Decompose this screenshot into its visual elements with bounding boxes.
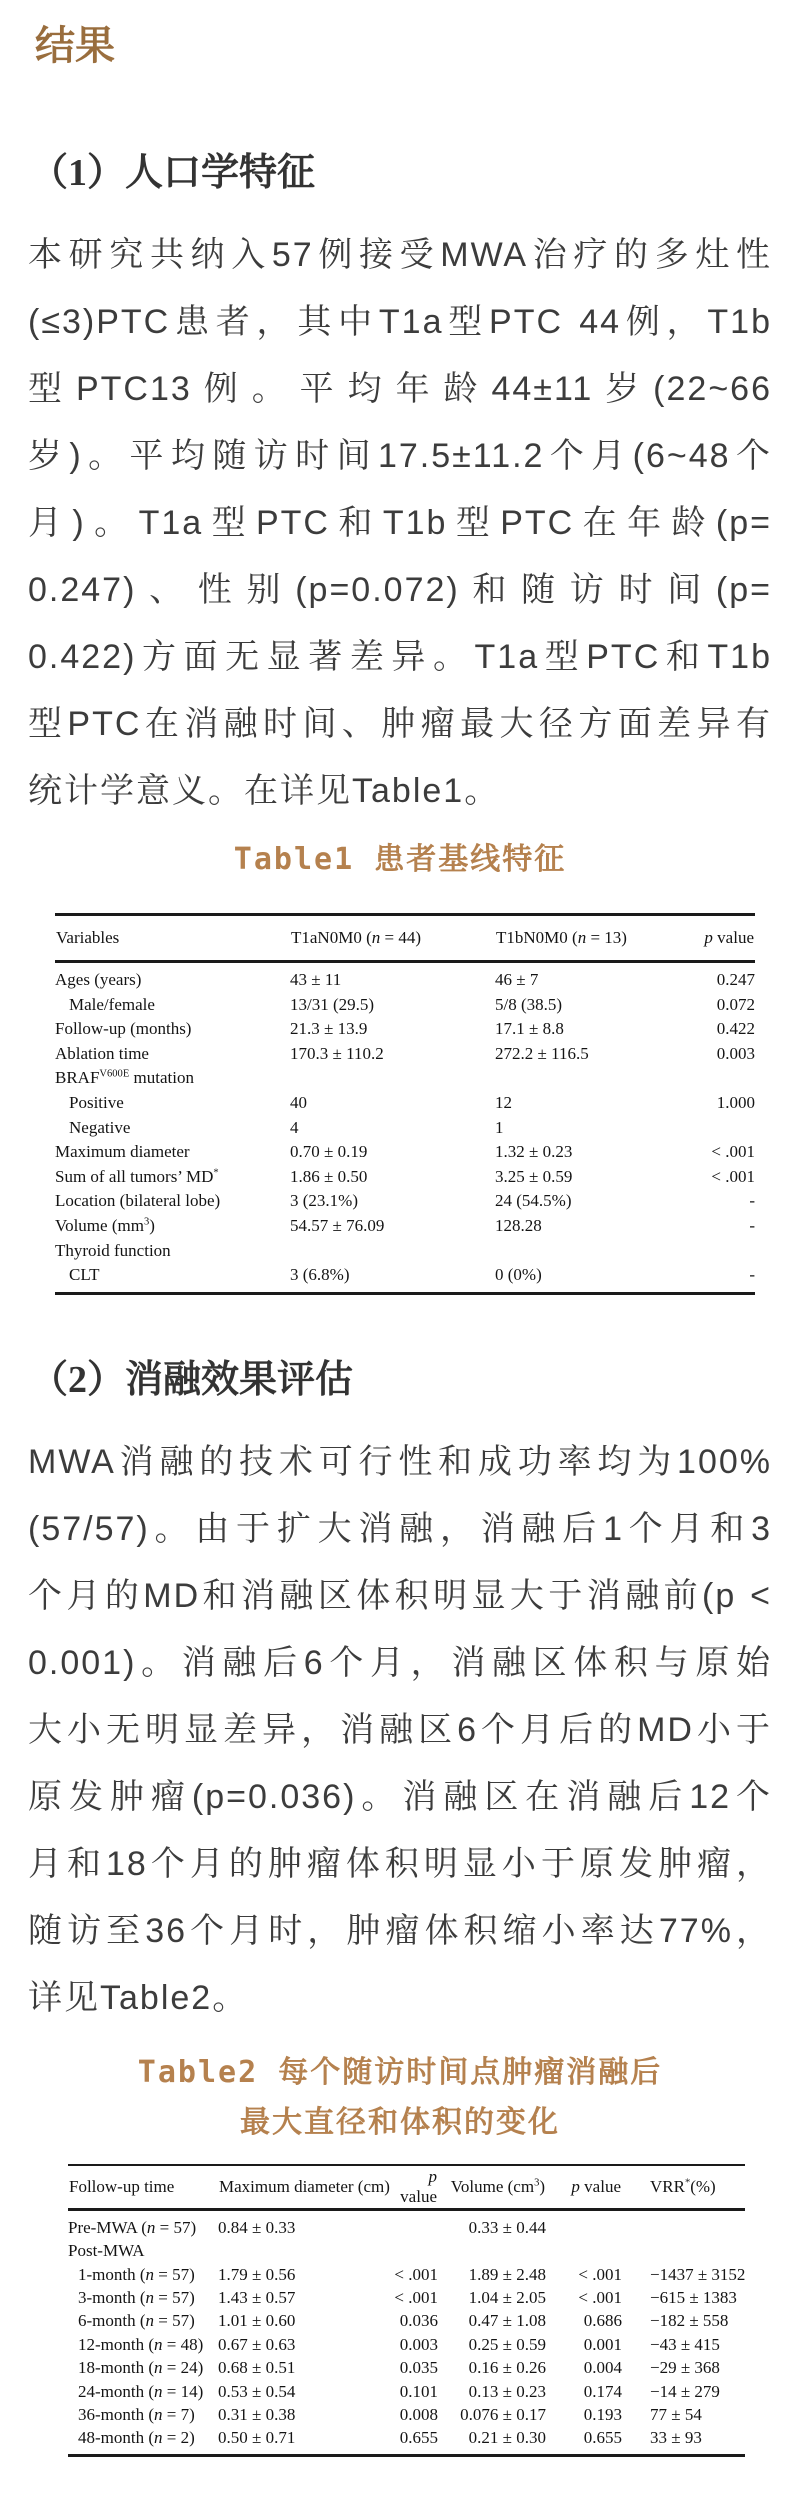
section-2-paragraph (28, 1429, 772, 2032)
table-cell: 21.3 ± 13.9 (290, 1019, 368, 1039)
table-row (55, 1042, 755, 1067)
text-line: 月和18个月的肿瘤体积明显小于原发肿瘤， (28, 1844, 772, 1883)
text-line: 个月的MD和消融区体积明显大于消融前(p < (28, 1576, 772, 1615)
section-1-paragraph (28, 222, 772, 825)
table-cell: Sum of all tumors’ MD* (55, 1166, 219, 1186)
table-cell: Male/female (69, 994, 155, 1014)
table-cell: 0.193 (583, 2404, 622, 2424)
table-cell: 1.000 (716, 1092, 755, 1112)
table-row (68, 2403, 745, 2426)
table-cell: 0.47 ± 1.08 (468, 2311, 546, 2331)
table-row (55, 962, 755, 993)
table-cell: Negative (69, 1117, 131, 1137)
text-line: 月)。T1a型PTC和T1b型PTC在年龄(p= (28, 504, 772, 542)
table-cell: 3 (23.1%) (290, 1191, 358, 1211)
table-cell: 1.89 ± 2.48 (468, 2264, 546, 2284)
table-cell (393, 2239, 438, 2262)
table-cell: 0.16 ± 0.26 (468, 2358, 546, 2378)
table-cell: 3 (6.8%) (290, 1265, 350, 1285)
table-cell: 18-month (n = 24) (78, 2358, 204, 2378)
table-cell: 0.686 (583, 2311, 622, 2331)
column-header: Maximum diameter (cm) (218, 2165, 393, 2210)
table-cell: Volume $(mm^3)$ (55, 1215, 155, 1235)
baseline-characteristics-table (55, 913, 755, 1295)
table-cell: Ablation time (55, 1043, 149, 1063)
table-cell: 17.1 ± 8.8 (495, 1019, 564, 1039)
table-cell: Thyroid function (55, 1240, 171, 1260)
table-cell: 24-month (n = 14) (78, 2381, 204, 2401)
table-cell (495, 1066, 685, 1091)
text-line: MWA消融的技术可行性和成功率均为100% (28, 1442, 772, 1481)
table-cell: 43 ± 11 (290, 970, 342, 989)
text-line: (57/57)。由于扩大消融，消融后1个月和3 (28, 1509, 772, 1548)
table-cell: 48-month (n = 2) (78, 2428, 195, 2448)
table-cell: 1-month (n = 57) (78, 2264, 195, 2284)
table-cell: - (749, 1265, 755, 1285)
table-cell: 0.076 ± 0.17 (460, 2404, 546, 2424)
table-cell (495, 1239, 685, 1264)
table-cell: 0.655 (399, 2428, 438, 2448)
text-line: 岁)。平均随访时间17.5±11.2个月(6~48个 (28, 437, 772, 475)
table-cell: 3.25 ± 0.59 (495, 1166, 573, 1186)
table-cell: Post-MWA (68, 2241, 145, 2261)
table-row (55, 1189, 755, 1214)
table-row (55, 1263, 755, 1293)
text-line: 型PTC13例。平均年龄44±11岁(22~66 (28, 370, 772, 408)
table-cell: 0.655 (583, 2428, 622, 2448)
table-row (68, 2239, 745, 2262)
table-cell: 0.67 ± 0.63 (218, 2334, 296, 2354)
column-header: Volume $(cm^3)$ (438, 2165, 546, 2210)
table-row (55, 1165, 755, 1190)
column-header: p value (393, 2165, 438, 2210)
table-cell: 0.422 (716, 1019, 755, 1039)
table-row (68, 2309, 745, 2332)
table-cell: −43 ± 415 (650, 2334, 720, 2354)
table-row (68, 2356, 745, 2379)
table-row (68, 2286, 745, 2309)
table-cell: Maximum diameter (55, 1142, 190, 1162)
section-1-heading: （1）人口学特征 (30, 152, 316, 194)
table-cell (685, 1066, 755, 1091)
table-row (68, 2380, 745, 2403)
table-cell: 0 (0%) (495, 1265, 542, 1285)
column-header: p value (685, 915, 755, 962)
table-cell: 170.3 ± 110.2 (290, 1043, 384, 1063)
followup-volume-table (68, 2164, 745, 2457)
table-cell: 0.003 (399, 2334, 438, 2354)
table-cell: 1.32 ± 0.23 (495, 1142, 573, 1162)
table-cell: - (749, 1191, 755, 1211)
table-cell: 33 ± 93 (650, 2428, 702, 2448)
table-cell: 0.68 ± 0.51 (218, 2358, 296, 2378)
table-cell (290, 1066, 495, 1091)
column-header: T1bN0M0 (n = 13) (495, 915, 685, 962)
table-cell (622, 2239, 745, 2262)
table-cell: 0.31 ± 0.38 (218, 2404, 296, 2424)
table-cell (685, 1116, 755, 1141)
table-cell: 0.174 (583, 2381, 622, 2401)
table-cell: 36-month (n = 7) (78, 2404, 195, 2424)
text-line: 原发肿瘤(p=0.036)。消融区在消融后12个 (28, 1777, 772, 1816)
table-cell: 272.2 ± 116.5 (495, 1043, 589, 1063)
table-cell: Pre-MWA (n = 57) (68, 2217, 197, 2237)
table-cell: 6-month (n = 57) (78, 2311, 195, 2331)
table-cell: Ages (years) (55, 970, 142, 989)
table-cell: 1.43 ± 0.57 (218, 2287, 296, 2307)
table-cell: −615 ± 1383 (650, 2287, 737, 2307)
text-line: 型PTC在消融时间、肿瘤最大径方面差异有 (28, 705, 772, 743)
table-cell: < .001 (394, 2264, 438, 2284)
table-cell: < .001 (394, 2287, 438, 2307)
table-cell: < .001 (578, 2264, 622, 2284)
table-row (68, 2209, 745, 2239)
table-cell: 0.101 (399, 2381, 438, 2401)
table-cell: 3-month (n = 57) (78, 2287, 195, 2307)
table-cell: < .001 (578, 2287, 622, 2307)
table-1-caption: Table1 患者基线特征 (233, 842, 567, 877)
table-cell: −29 ± 368 (650, 2358, 720, 2378)
table-cell: 24 (54.5%) (495, 1191, 572, 1211)
table-cell: 0.036 (399, 2311, 438, 2331)
table-row (55, 1116, 755, 1141)
table-cell (546, 2239, 622, 2262)
column-header: VRR*(%) (622, 2165, 745, 2210)
section-2-heading: （2）消融效果评估 (30, 1358, 354, 1401)
table-cell: 0.247 (716, 970, 755, 989)
table-cell: 0.13 ± 0.23 (468, 2381, 546, 2401)
text-line: (≤3)PTC患者，其中T1a型PTC 44例，T1b (28, 303, 772, 341)
table-cell (290, 1239, 495, 1264)
table-cell: < .001 (711, 1142, 755, 1162)
table-row (68, 2263, 745, 2286)
table-cell: 1.79 ± 0.56 (218, 2264, 296, 2284)
table-cell: 54.57 ± 76.09 (290, 1215, 385, 1235)
table-cell: 1.01 ± 0.60 (218, 2311, 296, 2331)
table-cell: Location (bilateral lobe) (55, 1191, 221, 1211)
table-cell: 12-month (n = 48) (78, 2334, 204, 2354)
column-header: Variables (55, 915, 290, 962)
table-cell: 0.001 (583, 2334, 622, 2354)
table-cell: 0.33 ± 0.44 (468, 2217, 546, 2237)
table-header-row (55, 915, 755, 962)
table-cell: 0.008 (399, 2404, 438, 2424)
column-header: p value (546, 2165, 622, 2210)
table-cell: 12 (495, 1092, 512, 1112)
table-cell: 40 (290, 1092, 307, 1112)
table-cell: 13/31 (29.5) (290, 994, 375, 1014)
table-cell: 0.072 (716, 994, 755, 1014)
column-header: T1aN0M0 (n = 44) (290, 915, 495, 962)
table-cell: 1.86 ± 0.50 (290, 1166, 368, 1186)
table-cell: 1 (495, 1117, 504, 1137)
table-cell: 46 ± 7 (495, 970, 539, 989)
table-cell: 0.003 (716, 1043, 755, 1063)
table-header-row (68, 2165, 745, 2210)
table-cell (218, 2239, 393, 2262)
text-line: 0.422)方面无显著差异。T1a型PTC和T1b (28, 638, 772, 676)
column-header: Follow-up time (68, 2165, 218, 2210)
text-line: 0.247)、性别(p=0.072)和随访时间(p= (28, 571, 772, 609)
text-line: 详见Table2。 (28, 1978, 249, 2017)
table-row (68, 2426, 745, 2455)
table-cell: 0.70 ± 0.19 (290, 1142, 368, 1162)
table-cell: 0.21 ± 0.30 (468, 2428, 546, 2448)
table-cell (393, 2209, 438, 2239)
page-title: 结果 (35, 22, 800, 70)
table-row (55, 1017, 755, 1042)
table-cell: 77 ± 54 (650, 2404, 702, 2424)
table-cell: 128.28 (495, 1215, 542, 1235)
table-cell: CLT (69, 1265, 100, 1285)
table-row (55, 1214, 755, 1239)
table-cell: 0.53 ± 0.54 (218, 2381, 296, 2401)
table-cell: 4 (290, 1117, 299, 1137)
table-cell: 0.50 ± 0.71 (218, 2428, 296, 2448)
table-cell (685, 1239, 755, 1264)
table-cell (438, 2239, 546, 2262)
text-line: 最大直径和体积的变化 (240, 2104, 560, 2140)
table-cell: - (749, 1215, 755, 1235)
table-cell: 5/8 (38.5) (495, 994, 563, 1014)
table-2-caption (0, 2048, 800, 2148)
table-cell: 0.004 (583, 2358, 622, 2378)
table-cell: Positive (69, 1092, 124, 1112)
table-cell (546, 2209, 622, 2239)
table-cell: 0.035 (399, 2358, 438, 2378)
text-line: 大小无明显差异，消融区6个月后的MD小于 (28, 1710, 772, 1749)
table-cell: −14 ± 279 (650, 2381, 720, 2401)
table-cell: 0.25 ± 0.59 (468, 2334, 546, 2354)
table-cell (622, 2209, 745, 2239)
text-line: 本研究共纳入57例接受MWA治疗的多灶性 (28, 236, 772, 274)
text-line: 0.001)。消融后6个月，消融区体积与原始 (28, 1643, 772, 1682)
table-cell: Follow-up (months) (55, 1019, 192, 1039)
table-cell: −182 ± 558 (650, 2311, 729, 2331)
table-cell: 0.84 ± 0.33 (218, 2217, 296, 2237)
table-row (55, 993, 755, 1018)
table-row (55, 1066, 755, 1091)
text-line: 随访至36个月时，肿瘤体积缩小率达77%， (28, 1911, 772, 1950)
table-cell: $BRAF^{V600E}$ mutation (55, 1068, 194, 1088)
text-line: Table2 每个随访时间点肿瘤消融后 (137, 2054, 663, 2090)
table-cell: 1.04 ± 2.05 (468, 2287, 546, 2307)
table-cell: < .001 (711, 1166, 755, 1186)
table-row (55, 1140, 755, 1165)
table-row (55, 1239, 755, 1264)
table-row (55, 1091, 755, 1116)
table-cell: −1437 ± 3152 (650, 2264, 745, 2284)
text-line: 统计学意义。在详见Table1。 (28, 772, 501, 810)
table-row (68, 2333, 745, 2356)
